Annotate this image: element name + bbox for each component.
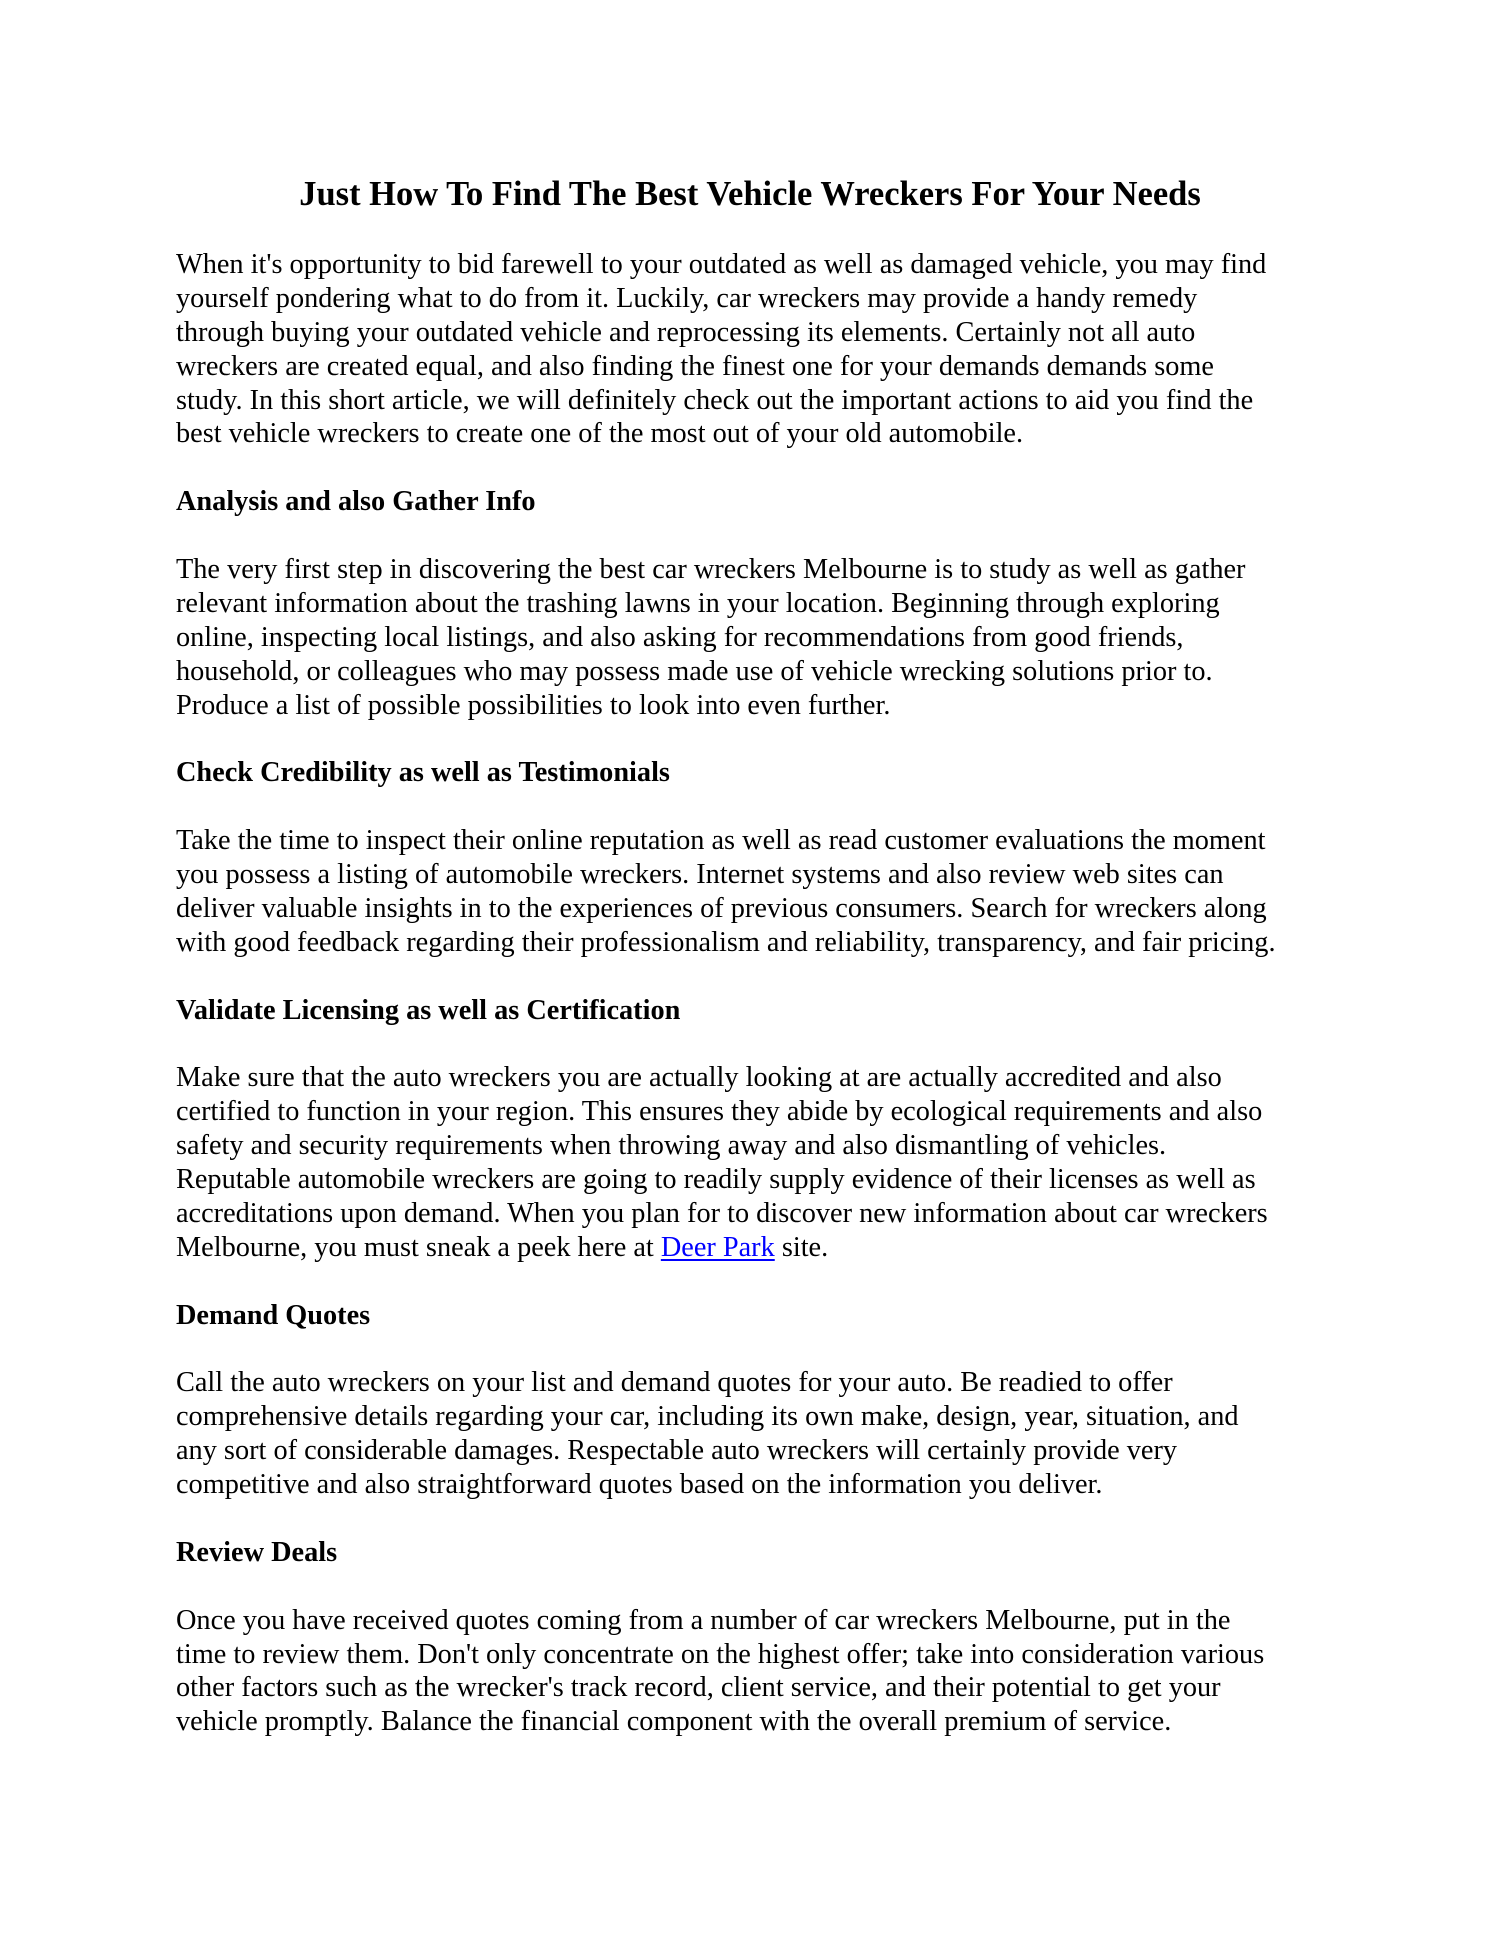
paragraph-line: When it's opportunity to bid farewell to your outdated as well as damaged vehicle, you may find xyxy=(176,249,1267,280)
link-line-prefix: Melbourne, you must sneak a peek here at xyxy=(176,1231,661,1263)
paragraph-line: any sort of considerable damages. Respectable auto wreckers will certainly provide very xyxy=(176,1435,1178,1467)
paragraph-line: Reputable automobile wreckers are going to readily supply evidence of their licenses as well as xyxy=(176,1164,1256,1196)
spacer xyxy=(176,960,1376,994)
section-paragraph-analysis xyxy=(176,553,1376,722)
paragraph-line: Make sure that the auto wreckers you are actually looking at are actually accredited and also xyxy=(176,1062,1222,1094)
spacer xyxy=(176,519,1376,553)
paragraph-line: competitive and also straightforward quotes based on the information you deliver. xyxy=(176,1469,1103,1501)
paragraph-line-with-link xyxy=(176,1231,1376,1265)
paragraph-line: with good feedback regarding their professionalism and reliability, transparency, and fair pricing. xyxy=(176,926,1276,958)
paragraph-line: comprehensive details regarding your car, including its own make, design, year, situation, and xyxy=(176,1401,1239,1433)
paragraph-line: Call the auto wreckers on your list and demand quotes for your auto. Be readied to offer xyxy=(176,1367,1173,1399)
paragraph-line: certified to function in your region. This ensures they abide by ecological requirements and also xyxy=(176,1096,1263,1128)
paragraph-line: you possess a listing of automobile wreckers. Internet systems and also review web sites can xyxy=(176,859,1224,891)
link-line-suffix: site. xyxy=(774,1231,829,1263)
spacer xyxy=(176,722,1376,756)
paragraph-line: yourself pondering what to do from it. Luckily, car wreckers may provide a handy remedy xyxy=(176,282,1198,314)
spacer xyxy=(176,1333,1376,1367)
paragraph-line: time to review them. Don't only concentrate on the highest offer; take into consideration various xyxy=(176,1638,1265,1670)
paragraph-line: The very first step in discovering the best car wreckers Melbourne is to study as well as gather xyxy=(176,554,1246,586)
paragraph-line: safety and security requirements when throwing away and also dismantling of vehicles. xyxy=(176,1130,1167,1162)
document-body xyxy=(176,248,1376,1739)
paragraph-line: other factors such as the wrecker's track record, client service, and their potential to get your xyxy=(176,1672,1221,1704)
paragraph-line: household, or colleagues who may possess made use of vehicle wrecking solutions prior to. xyxy=(176,655,1213,687)
section-paragraph-licensing xyxy=(176,1061,1376,1264)
spacer xyxy=(176,451,1376,485)
paragraph-line: Produce a list of possible possibilities to look into even further. xyxy=(176,689,891,721)
paragraph-line: wreckers are created equal, and also finding the finest one for your demands demands some xyxy=(176,350,1214,382)
spacer xyxy=(176,1570,1376,1604)
deer-park-link[interactable]: Deer Park xyxy=(660,1231,775,1263)
spacer xyxy=(176,1502,1376,1536)
section-heading-credibility: Check Credibility as well as Testimonials xyxy=(176,757,670,789)
spacer xyxy=(176,1265,1376,1299)
paragraph-line: online, inspecting local listings, and also asking for recommendations from good friends, xyxy=(176,621,1184,653)
intro-paragraph xyxy=(176,248,1376,451)
section-paragraph-credibility xyxy=(176,824,1376,960)
section-heading-quotes: Demand Quotes xyxy=(176,1299,371,1331)
paragraph-line: accreditations upon demand. When you plan for to discover new information about car wreckers xyxy=(176,1197,1268,1229)
section-heading-analysis: Analysis and also Gather Info xyxy=(176,486,536,518)
section-heading-review-deals: Review Deals xyxy=(176,1536,338,1568)
paragraph-line: through buying your outdated vehicle and reprocessing its elements. Certainly not all auto xyxy=(176,316,1196,348)
paragraph-line: best vehicle wreckers to create one of the most out of your old automobile. xyxy=(176,418,1024,450)
section-heading-licensing: Validate Licensing as well as Certification xyxy=(176,994,681,1026)
spacer xyxy=(176,790,1376,824)
paragraph-line: Take the time to inspect their online reputation as well as read customer evaluations the moment xyxy=(176,825,1266,857)
paragraph-line: relevant information about the trashing lawns in your location. Beginning through exploring xyxy=(176,587,1220,619)
paragraph-line: Once you have received quotes coming from a number of car wreckers Melbourne, put in the xyxy=(176,1604,1231,1636)
section-paragraph-quotes xyxy=(176,1366,1376,1502)
spacer xyxy=(176,1027,1376,1061)
section-paragraph-review-deals xyxy=(176,1604,1376,1740)
paragraph-line: deliver valuable insights in to the experiences of previous consumers. Search for wreckers along xyxy=(176,892,1267,924)
paragraph-line: vehicle promptly. Balance the financial component with the overall premium of service. xyxy=(176,1706,1172,1738)
paragraph-line: study. In this short article, we will definitely check out the important actions to aid you find the xyxy=(176,384,1254,416)
document-title: Just How To Find The Best Vehicle Wreckers For Your Needs xyxy=(299,175,1201,213)
